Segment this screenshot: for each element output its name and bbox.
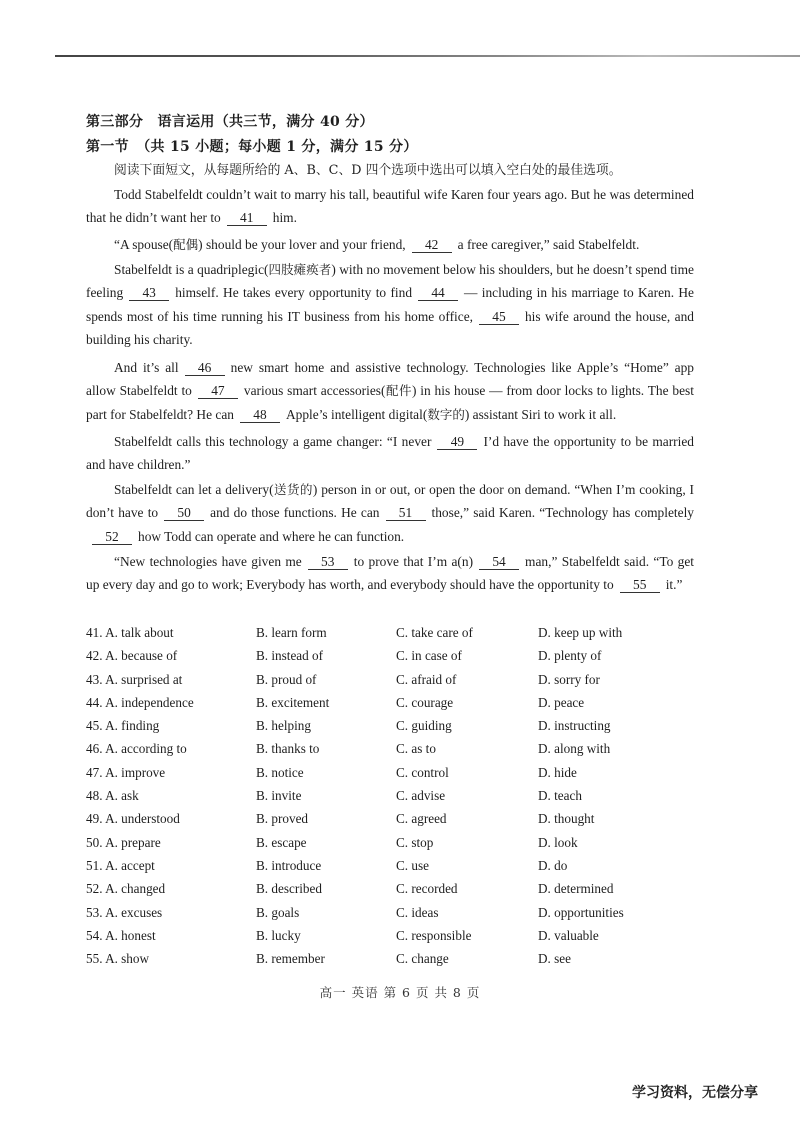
option-d: D. look bbox=[538, 834, 578, 850]
question-row-51: 51. A. accept B. introduce C. use D. do bbox=[86, 854, 686, 877]
question-row-47: 47. A. improve B. notice C. control D. hide bbox=[86, 761, 686, 784]
option-a: A. because of bbox=[105, 648, 178, 664]
blank-54: 54 bbox=[479, 554, 519, 570]
option-d: D. peace bbox=[538, 694, 585, 710]
blank-48: 48 bbox=[240, 407, 280, 423]
question-row-54: 54. A. honest B. lucky C. responsible D. valuable bbox=[86, 924, 686, 947]
option-d: D. plenty of bbox=[538, 648, 602, 664]
blank-41: 41 bbox=[227, 210, 267, 226]
option-c: C. responsible bbox=[396, 927, 472, 943]
question-row-49: 49. A. understood B. proved C. agreed D. thought bbox=[86, 807, 686, 830]
question-row-45: 45. A. finding B. helping C. guiding D. instructing bbox=[86, 714, 686, 737]
question-row-41: 41. A. talk about B. learn form C. take care of D. keep up with bbox=[86, 621, 686, 644]
option-a: A. accept bbox=[105, 857, 155, 873]
question-row-53: 53. A. excuses B. goals C. ideas D. opportunities bbox=[86, 901, 686, 924]
blank-51: 51 bbox=[386, 505, 426, 521]
option-d: D. do bbox=[538, 857, 568, 873]
question-row-42: 42. A. because of B. instead of C. in case of D. plenty of bbox=[86, 644, 686, 667]
option-c: C. as to bbox=[396, 741, 436, 757]
option-a: A. according to bbox=[105, 741, 187, 757]
option-a: A. talk about bbox=[105, 625, 174, 640]
blank-47: 47 bbox=[198, 383, 238, 399]
option-b: B. described bbox=[256, 881, 322, 897]
blank-50: 50 bbox=[164, 505, 204, 521]
option-b: B. instead of bbox=[256, 648, 324, 664]
blank-43: 43 bbox=[129, 285, 169, 301]
option-b: B. helping bbox=[256, 718, 311, 734]
option-c: C. afraid of bbox=[396, 671, 457, 687]
section-title: 第一节 （共 15 小题；每小题 1 分，满分 15 分） bbox=[86, 139, 418, 155]
passage-paragraph-3: Stabelfeldt is a quadriplegic(四肢瘫痪者) with no movement below his shoulders, but he doesn’t spend time feeling 43 himself. He takes every opportunity to find 44 — including in his marriage to Karen. He spends most of his time running his IT business from his home office, 45 his wife around the house, and building his charity. bbox=[86, 262, 694, 347]
passage-paragraph-1: Todd Stabelfeldt couldn’t wait to marry his tall, beautiful wife Karen four years ago. But he was determined that he didn’t want her to 41 him. bbox=[86, 187, 694, 226]
question-row-48: 48. A. ask B. invite C. advise D. teach bbox=[86, 784, 686, 807]
option-b: B. thanks to bbox=[256, 741, 320, 757]
option-a: A. independence bbox=[105, 694, 194, 710]
option-b: B. notice bbox=[256, 764, 304, 780]
option-c: C. advise bbox=[396, 788, 446, 804]
option-c: C. control bbox=[396, 764, 449, 780]
option-c: C. stop bbox=[396, 834, 434, 850]
option-c: C. agreed bbox=[396, 811, 447, 827]
option-b: B. remember bbox=[256, 951, 325, 967]
passage-paragraph-2: “A spouse(配偶) should be your lover and your friend, 42 a free caregiver,” said Stabelfeldt. bbox=[114, 237, 640, 252]
option-c: C. in case of bbox=[396, 648, 462, 664]
option-a: A. improve bbox=[105, 764, 166, 780]
option-d: D. determined bbox=[538, 881, 614, 897]
instruction-text: 阅读下面短文，从每题所给的 A、B、C、D 四个选项中选出可以填入空白处的最佳选项。 bbox=[114, 163, 622, 178]
blank-45: 45 bbox=[479, 309, 519, 325]
option-d: D. valuable bbox=[538, 927, 599, 943]
option-a: A. surprised at bbox=[105, 671, 183, 687]
option-a: A. excuses bbox=[105, 904, 163, 920]
option-d: D. thought bbox=[538, 811, 595, 827]
blank-44: 44 bbox=[418, 285, 458, 301]
option-b: B. lucky bbox=[256, 927, 301, 943]
option-a: A. changed bbox=[105, 881, 166, 897]
passage-paragraph-4: And it’s all 46 new smart home and assistive technology. Technologies like Apple’s “Home” app allow Stabelfeldt to 47 various smart accessories(配件) in his house — from door locks to lights. The best part for Stabelfeldt? He can 48 Apple’s intelligent digital(数字的) assistant Siri to work it all. bbox=[86, 360, 695, 422]
option-a: A. understood bbox=[105, 811, 180, 827]
option-c: C. recorded bbox=[396, 881, 458, 897]
option-b: B. proud of bbox=[256, 671, 317, 687]
option-a: A. prepare bbox=[105, 834, 161, 850]
option-b: B. proved bbox=[256, 811, 309, 827]
option-d: D. keep up with bbox=[538, 625, 623, 640]
blank-52: 52 bbox=[92, 529, 132, 545]
option-d: D. opportunities bbox=[538, 904, 624, 920]
option-d: D. hide bbox=[538, 764, 577, 780]
question-row-43: 43. A. surprised at B. proud of C. afraid of D. sorry for bbox=[86, 668, 686, 691]
part-title: 第三部分 语言运用（共三节，满分 40 分） bbox=[86, 114, 374, 130]
option-d: D. instructing bbox=[538, 718, 611, 734]
watermark-text: 学习资料，无偿分享 bbox=[632, 1085, 758, 1101]
question-row-55: 55. A. show B. remember C. change D. see bbox=[86, 947, 686, 970]
top-rule-line bbox=[55, 55, 800, 57]
option-a: A. show bbox=[105, 951, 150, 967]
option-a: A. ask bbox=[105, 788, 139, 804]
blank-55: 55 bbox=[620, 577, 660, 593]
option-c: C. change bbox=[396, 951, 449, 967]
option-b: B. invite bbox=[256, 788, 302, 804]
option-b: B. excitement bbox=[256, 694, 330, 710]
passage-paragraph-5: Stabelfeldt calls this technology a game changer: “I never 49 I’d have the opportunity to be married and have children.” bbox=[86, 434, 695, 473]
answer-options-list bbox=[86, 621, 686, 970]
option-c: C. courage bbox=[396, 694, 454, 710]
passage-paragraph-7: “New technologies have given me 53 to prove that I’m a(n) 54 man,” Stabelfeldt said. “To get up every day and go to work; Everybody has worth, and everybody should have the opportunity to 55 it.” bbox=[86, 554, 694, 593]
passage-paragraph-6: Stabelfeldt can let a delivery(送货的) person in or out, or open the door on demand. “When I’m cooking, I don’t have to 50 and do those functions. He can 51 those,” said Karen. “Technology has completely52 how Todd can operate and where he can function. bbox=[86, 482, 694, 544]
question-row-44: 44. A. independence B. excitement C. courage D. peace bbox=[86, 691, 686, 714]
blank-49: 49 bbox=[437, 434, 477, 450]
question-row-52: 52. A. changed B. described C. recorded D. determined bbox=[86, 877, 686, 900]
question-row-46: 46. A. according to B. thanks to C. as to D. along with bbox=[86, 737, 686, 760]
page-footer: 高一 英语 第 6 页 共 8 页 bbox=[319, 985, 481, 1000]
option-c: C. use bbox=[396, 857, 429, 873]
option-b: B. learn form bbox=[256, 625, 327, 640]
option-b: B. introduce bbox=[256, 857, 322, 873]
option-b: B. escape bbox=[256, 834, 307, 850]
question-row-50: 50. A. prepare B. escape C. stop D. look bbox=[86, 831, 686, 854]
option-d: D. see bbox=[538, 951, 571, 967]
option-c: C. ideas bbox=[396, 904, 439, 920]
blank-46: 46 bbox=[185, 360, 225, 376]
option-b: B. goals bbox=[256, 904, 300, 920]
option-d: D. sorry for bbox=[538, 671, 600, 687]
option-a: A. honest bbox=[105, 927, 156, 943]
option-c: C. guiding bbox=[396, 718, 452, 734]
option-a: A. finding bbox=[105, 718, 160, 734]
option-d: D. along with bbox=[538, 741, 611, 757]
option-d: D. teach bbox=[538, 788, 582, 804]
blank-53: 53 bbox=[308, 554, 348, 570]
blank-42: 42 bbox=[412, 237, 452, 253]
option-c: C. take care of bbox=[396, 625, 473, 640]
